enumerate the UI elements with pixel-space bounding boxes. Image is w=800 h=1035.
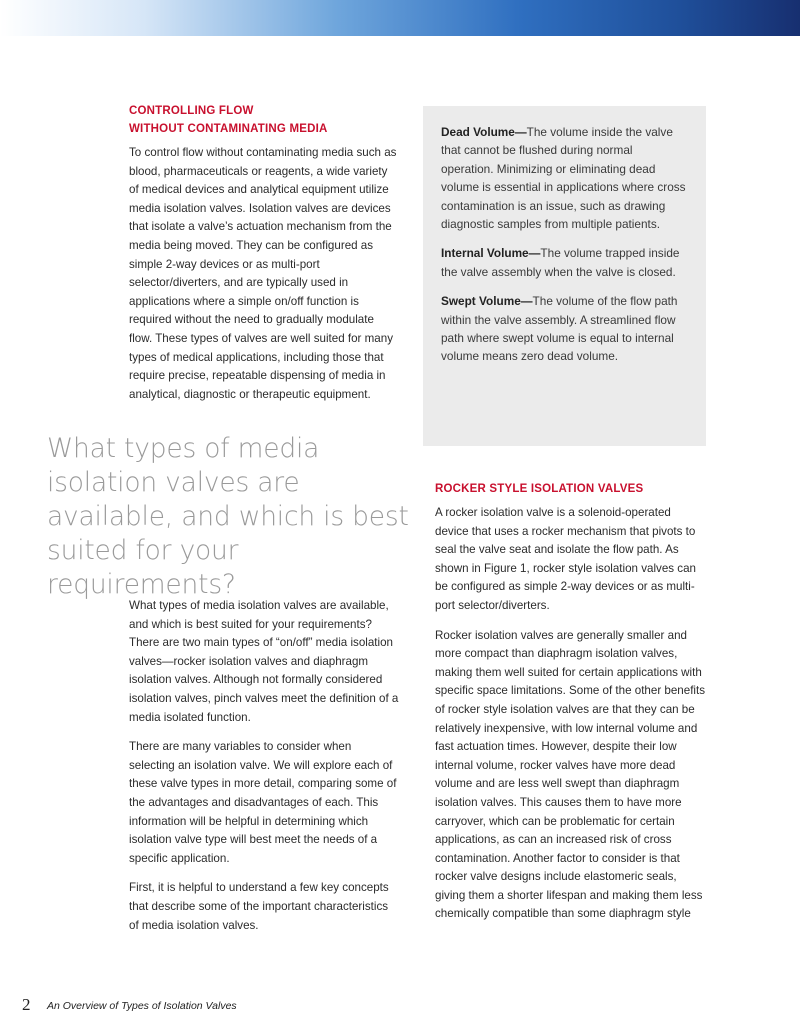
- definition-dead-volume: [441, 123, 688, 233]
- definition-internal-volume: [441, 244, 688, 281]
- section1-body: [129, 144, 399, 415]
- section-heading-rocker-valves: ROCKER STYLE ISOLATION VALVES: [435, 483, 644, 495]
- paragraph: Rocker isolation valves are generally smaller and more compact than diaphragm isolation valves, making them well suited for certain applications with specific space limitations. Some of the other benefits of rocker style isolation valves are that they can be relatively inexpensive, with low internal volume and fast actuation times. However, despite their low internal volume, rocker valves have more dead volume and are less well swept than diaphragm isolation valves. This causes them to have more carryover, which can be problematic for certain applications, as can an increased risk of cross contamination. Another factor to consider is that rocker valve designs include elastomeric seals, giving them a shorter lifespan and making them less chemically compatible than some diaphragm style: [435, 628, 706, 921]
- definition-text: The volume of the flow path within the valve assembly. A streamlined flow path where swept volume is equal to internal volume means zero dead volume.: [441, 294, 678, 364]
- paragraph: What types of media isolation valves are available, and which is best suited for your requirements? There are two main types of “on/off” media isolation valves—rocker isolation valves and diaphragm isolation valves. Although not formally considered isolation valves, pinch valves meet the definition of a media isolated function.: [129, 599, 399, 724]
- page-number: 2: [22, 995, 31, 1014]
- heading-line-1: CONTROLLING FLOW: [129, 105, 254, 117]
- section-heading-controlling-flow: [129, 102, 409, 138]
- definition-swept-volume: [441, 292, 688, 366]
- definition-term: Internal Volume—: [441, 246, 541, 261]
- section2-body: [129, 597, 399, 946]
- paragraph: There are many variables to consider when selecting an isolation valve. We will explore each of these valve types in more detail, comparing some of the advantages and disadvantages of each. This information will be helpful in determining which isolation valve type will best meet the needs of a specific application.: [129, 740, 397, 865]
- definition-term: Dead Volume—: [441, 125, 527, 139]
- paragraph: A rocker isolation valve is a solenoid-operated device that uses a rocker mechanism that pivots to seal the valve seat and isolate the flow path. As shown in Figure 1, rocker style isolation valves can be configured as simple 2-way devices or as multi-port selector/diverters.: [435, 506, 696, 612]
- paragraph: First, it is helpful to understand a few key concepts that describe some of the important characteristics of media isolation valves.: [129, 881, 389, 932]
- paragraph: To control flow without contaminating media such as blood, pharmaceuticals or reagents, a wide variety of medical devices and analytical equipment utilize media isolation valves. Isolation valves are devices that isolate a valve’s actuation mechanism from the media being moved. They can be configured as simple 2-way devices or as multi-port selector/diverters, and are typically used in applications where a simple on/off function is required without the need to gradually modulate flow. These types of valves are well suited for many types of medical applications, including those that require precise, repeatable dispensing of media in analytical, diagnostic or therapeutic equipment.: [129, 146, 397, 401]
- definitions-sidebar: [423, 106, 706, 446]
- header-gradient-bar: [0, 0, 800, 36]
- definition-term: Swept Volume—: [441, 294, 533, 309]
- heading-line-2: WITHOUT CONTAMINATING MEDIA: [129, 123, 328, 135]
- section3-body: [435, 504, 707, 935]
- definition-text: The volume inside the valve that cannot be flushed during normal operation. Minimizing or eliminating dead volume is essential in applications where cross contamination is an issue, such as drawing diagnostic samples from multiple patients.: [441, 125, 686, 232]
- pull-quote: What types of media isolation valves are available, and which is best suited for your requirements?: [47, 433, 409, 600]
- definition-text: The volume trapped inside the valve assembly when the valve is closed.: [441, 246, 680, 279]
- footer-title: An Overview of Types of Isolation Valves: [47, 1000, 237, 1012]
